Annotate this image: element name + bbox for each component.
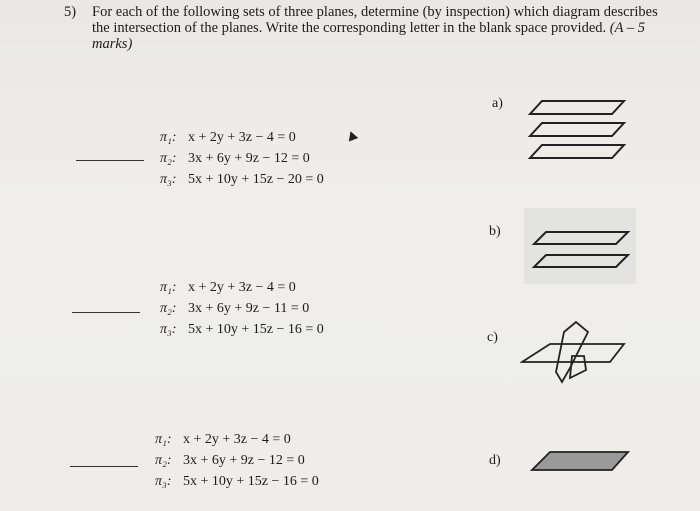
answer-blank-3[interactable]	[70, 466, 138, 467]
two-parallel-planes-icon	[524, 208, 636, 284]
plane-label: π₁:	[160, 130, 177, 145]
plane-label: π₃:	[160, 172, 177, 187]
plane-label: π₁:	[155, 432, 172, 447]
equation: x + 2y + 3z − 4 = 0	[183, 432, 291, 447]
option-b-label: b)	[489, 224, 501, 239]
question-marks: (A – 5 marks)	[92, 20, 645, 52]
plane-label: π₂:	[160, 151, 177, 166]
equation: 3x + 6y + 9z − 11 = 0	[188, 301, 310, 316]
question-number: 5)	[64, 4, 77, 20]
mouse-cursor-icon	[346, 130, 358, 142]
equation: x + 2y + 3z − 4 = 0	[188, 280, 296, 295]
equation-row	[160, 298, 324, 319]
plane-label: π₃:	[155, 474, 172, 489]
equation-row	[160, 277, 324, 298]
equation: 5x + 10y + 15z − 16 = 0	[188, 322, 324, 337]
problem-2	[160, 277, 324, 340]
equation: 3x + 6y + 9z − 12 = 0	[183, 453, 305, 468]
equation-row	[160, 169, 324, 190]
single-plane-icon	[528, 448, 632, 474]
answer-blank-2[interactable]	[72, 312, 140, 313]
equation: 5x + 10y + 15z − 16 = 0	[183, 474, 319, 489]
plane-label: π₂:	[160, 301, 177, 316]
question-header	[64, 4, 670, 52]
problem-3	[155, 429, 319, 492]
equation: 5x + 10y + 15z − 20 = 0	[188, 172, 324, 187]
three-parallel-planes-icon	[528, 96, 628, 166]
equation-row	[155, 429, 319, 450]
intersecting-planes-icon	[520, 318, 632, 388]
equation-row	[155, 450, 319, 471]
option-a-label: a)	[492, 96, 503, 111]
question-text: For each of the following sets of three planes, determine (by inspection) which diagram describes the intersection of the planes. Write the corresponding letter in the blank space provided.	[92, 4, 658, 36]
plane-label: π₁:	[160, 280, 177, 295]
option-c-label: c)	[487, 330, 498, 345]
equation: 3x + 6y + 9z − 12 = 0	[188, 151, 310, 166]
plane-label: π₂:	[155, 453, 172, 468]
equation-row	[160, 148, 324, 169]
equation: x + 2y + 3z − 4 = 0	[188, 130, 296, 145]
equation-row	[160, 319, 324, 340]
plane-label: π₃:	[160, 322, 177, 337]
answer-blank-1[interactable]	[76, 160, 144, 161]
problem-1	[160, 127, 324, 190]
option-d-label: d)	[489, 453, 501, 468]
equation-row	[155, 471, 319, 492]
equation-row	[160, 127, 324, 148]
question-text-block	[92, 4, 670, 52]
